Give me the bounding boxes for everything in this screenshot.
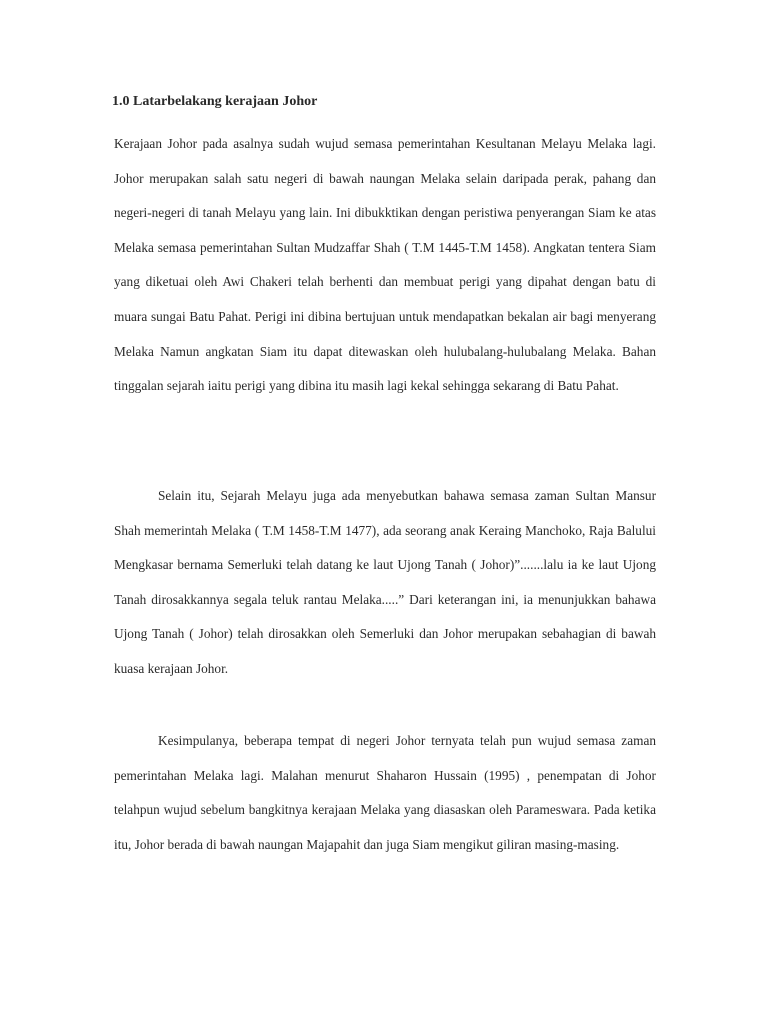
- section-heading: 1.0 Latarbelakang kerajaan Johor: [112, 94, 318, 109]
- paragraph-3: Kesimpulanya, beberapa tempat di negeri Johor ternyata telah pun wujud semasa zaman pemerintahan Melaka lagi. Malahan menurut Shaharon Hussain (1995) , penempatan di Johor telahpun wujud sebelum bangkitnya kerajaan Melaka yang diasaskan oleh Parameswara. Pada ketika itu, Johor berada di bawah naungan Majapahit dan juga Siam mengikut giliran masing-masing.: [114, 733, 656, 852]
- paragraph-2: Selain itu, Sejarah Melayu juga ada menyebutkan bahawa semasa zaman Sultan Mansur Shah memerintah Melaka ( T.M 1458-T.M 1477), ada seorang anak Keraing Manchoko, Raja Balului Mengkasar bernama Semerluki telah datang ke laut Ujong Tanah ( Johor)”.......lalu ia ke laut Ujong Tanah dirosakkannya segala teluk rantau Melaka.....” Dari keterangan ini, ia menunjukkan bahawa Ujong Tanah ( Johor) telah dirosakkan oleh Semerluki dan Johor merupakan sebahagian di bawah kuasa kerajaan Johor.: [114, 488, 656, 676]
- paragraph-1: Kerajaan Johor pada asalnya sudah wujud semasa pemerintahan Kesultanan Melayu Melaka lagi. Johor merupakan salah satu negeri di bawah naungan Melaka selain daripada perak, pahang dan negeri-negeri di tanah Melayu yang lain. Ini dibukktikan dengan peristiwa penyerangan Siam ke atas Melaka semasa pemerintahan Sultan Mudzaffar Shah ( T.M 1445-T.M 1458). Angkatan tentera Siam yang diketuai oleh Awi Chakeri telah berhenti dan membuat perigi yang dipahat dengan batu di muara sungai Batu Pahat. Perigi ini dibina bertujuan untuk mendapatkan bekalan air bagi menyerang Melaka Namun angkatan Siam itu dapat ditewaskan oleh hulubalang-hulubalang Melaka. Bahan tinggalan sejarah iaitu perigi yang dibina itu masih lagi kekal sehingga sekarang di Batu Pahat.: [114, 136, 656, 394]
